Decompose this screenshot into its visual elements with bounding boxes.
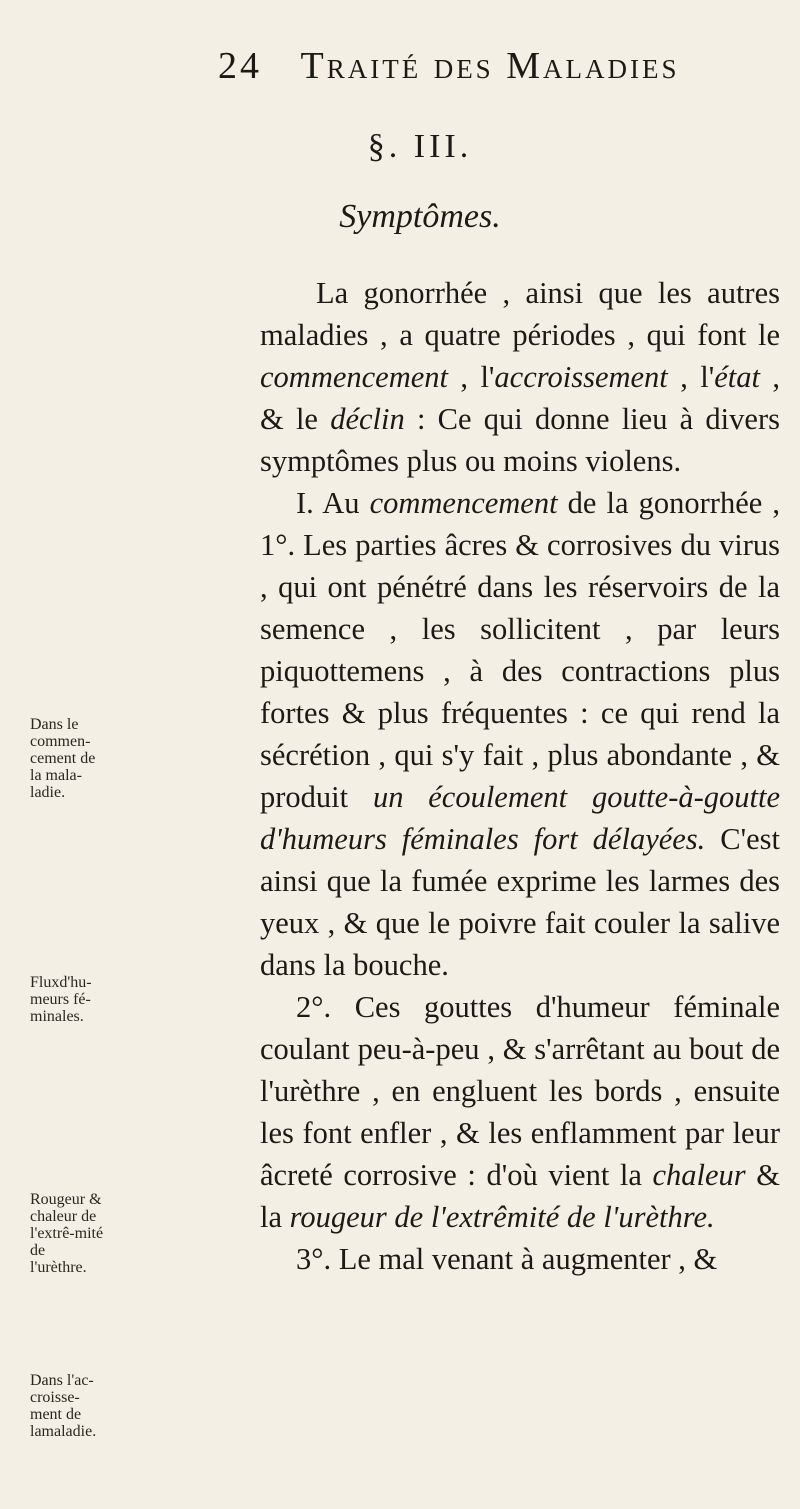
p1-run-3: accroissement	[494, 360, 668, 394]
margin-note-commencement: Dans le commen-cement de la mala-ladie.	[30, 716, 96, 801]
paragraph-2	[260, 482, 780, 986]
p1-run-6: , & le	[260, 360, 780, 436]
p3-run-1: chaleur	[652, 1158, 746, 1192]
p1-run-2: , l'	[448, 360, 495, 394]
margin-note-rougeur: Rougeur & chaleur de l'extrê-mité de l'urèthre.	[30, 1191, 104, 1276]
p1-run-1: commencement	[260, 360, 448, 394]
p2-run-1: commencement	[369, 486, 558, 520]
section-number: §. III.	[367, 128, 473, 165]
running-title: Traité des Maladies	[300, 45, 680, 87]
margin-note-accroissement: Dans l'ac-croisse-ment de lamaladie.	[30, 1372, 97, 1440]
p3-run-2: & la	[260, 1158, 780, 1234]
p1-run-5: état	[714, 360, 760, 394]
paragraph-1	[260, 272, 780, 482]
p4-run-0: 3°. Le mal venant à augmenter , &	[296, 1242, 718, 1276]
body-text	[260, 272, 780, 1280]
p3-run-0: 2°. Ces gouttes d'humeur féminale coulant peu-à-peu , & s'arrêtant au bout de l'urèthre , en engluent les bords , ensuite les font enfler , & les enflamment par leur âcreté corrosive : d'où vient la	[260, 990, 780, 1192]
p2-run-0: I. Au	[296, 486, 370, 520]
p1-run-8: : Ce qui donne lieu à divers symptômes plus ou moins violens.	[260, 402, 780, 478]
p3-run-3: rougeur de l'extrêmité de l'urèthre.	[289, 1200, 715, 1234]
p1-run-4: , l'	[667, 360, 715, 394]
p2-run-3: un écoulement goutte-à-goutte d'humeurs féminales fort délayées.	[260, 780, 780, 856]
margin-note-flux: Fluxd'hu-meurs fé-minales.	[30, 974, 92, 1025]
page-number: 24	[218, 45, 262, 87]
p1-run-0: La gonorrhée , ainsi que les autres maladies , a quatre périodes , qui font le	[260, 276, 780, 352]
paragraph-4	[260, 1238, 780, 1280]
p1-run-7: déclin	[330, 402, 405, 436]
paragraph-3	[260, 986, 780, 1238]
p2-run-4: C'est ainsi que la fumée exprime les larmes des yeux , & que le poivre fait couler la salive dans la bouche.	[260, 822, 780, 982]
running-head	[218, 44, 778, 88]
section-title: Symptômes.	[339, 198, 501, 235]
p2-run-2: de la gonorrhée , 1°. Les parties âcres & corrosives du virus , qui ont pénétré dans les réservoirs de la semence , les sollicitent , par leurs piquottemens , à des contractions plus fortes & plus fréquentes : ce qui rend la sécrétion , qui s'y fait , plus abondante , & produit	[260, 486, 780, 814]
